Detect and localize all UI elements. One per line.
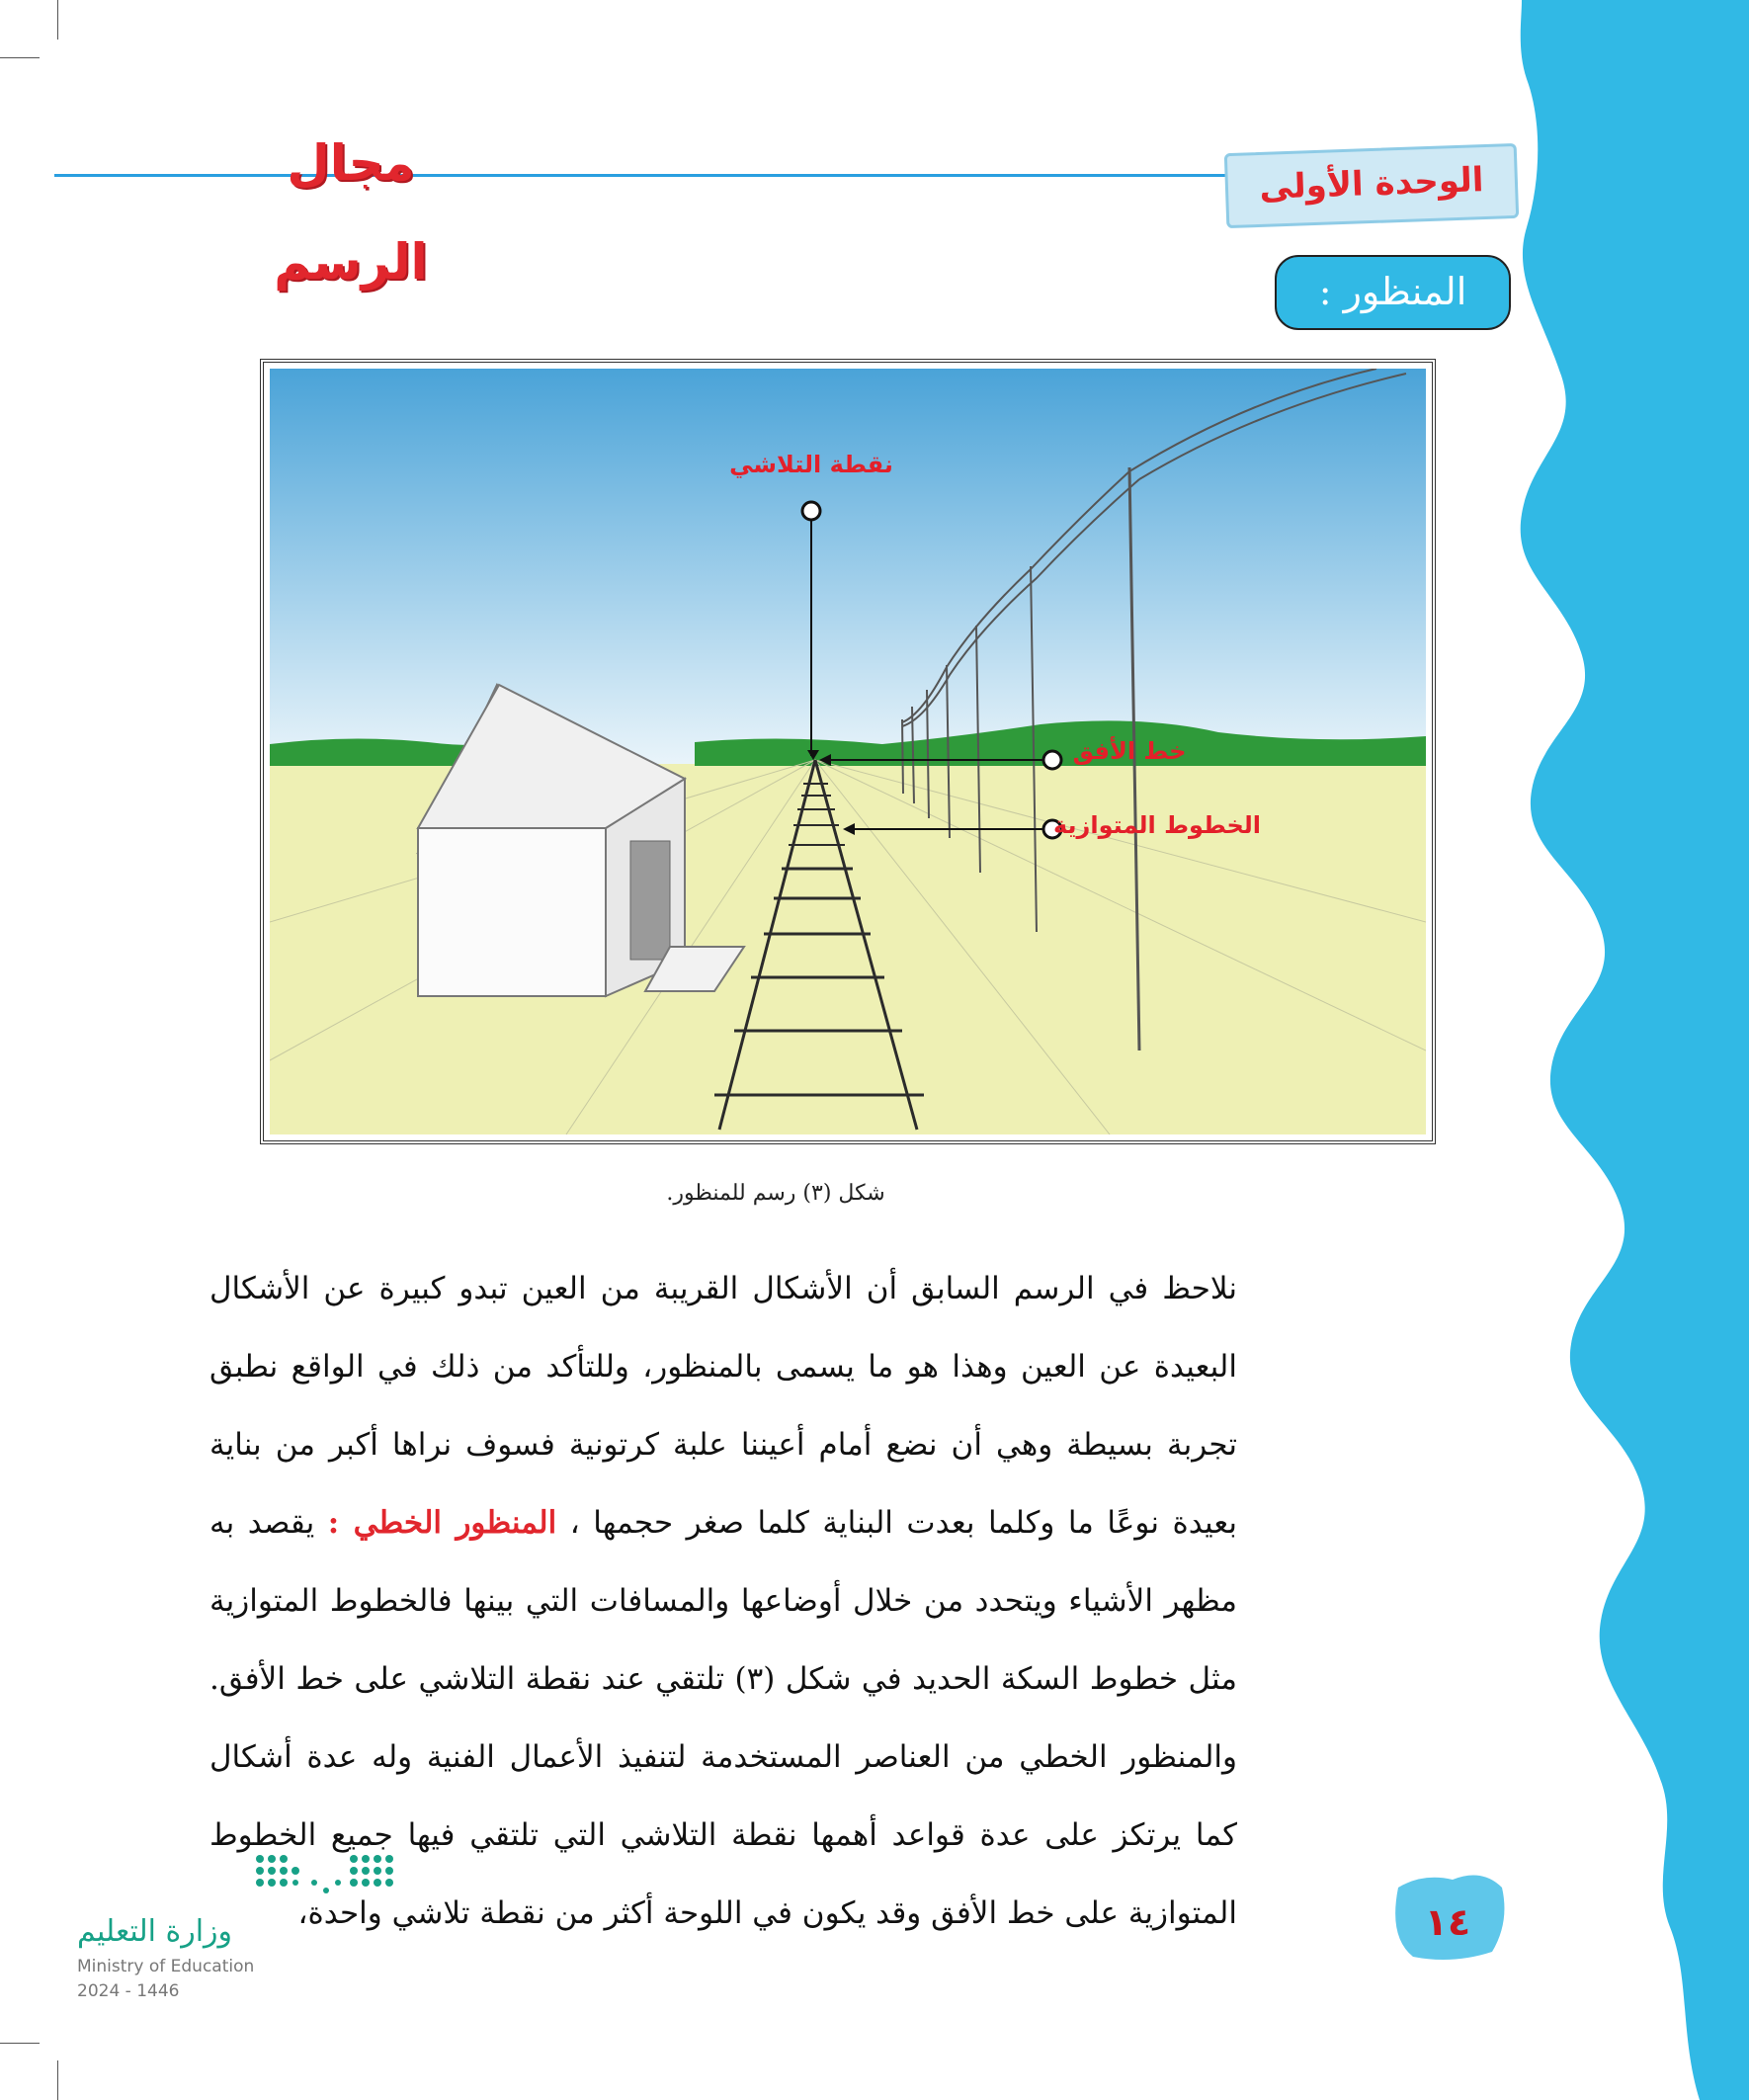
figure-caption: شكل (٣) رسم للمنظور.	[666, 1181, 885, 1206]
page-number: ١٤	[1424, 1900, 1471, 1944]
ministry-name-en: Ministry of Education	[77, 1957, 255, 1976]
horizon-marker	[1043, 751, 1061, 769]
perspective-drawing	[270, 369, 1426, 1134]
term-linear-perspective: المنظور الخطي :	[327, 1505, 557, 1541]
edition-year: 2024 - 1446	[77, 1981, 180, 2001]
sky	[270, 369, 1426, 764]
perspective-figure	[260, 359, 1436, 1144]
unit-banner	[1224, 143, 1519, 228]
horizon-line-label: خط الأفق	[1072, 737, 1187, 765]
body-paragraph	[209, 1250, 1237, 1953]
ministry-dots-icon	[176, 1853, 423, 1897]
paragraph-text-1: نلاحظ في الرسم السابق أن الأشكال القريبة من العين تبدو كبيرة عن الأشكال البعيدة عن العين وهذا هو ما يسمى بالمنظور، وللتأكد من ذلك في الواقع نطبق تجربة بسيطة وهي أن نضع أمام أعيننا علبة كرتونية فسوف نراها أكبر من بناية بعيدة نوعًا ما وكلما بعدت البناية كلما صغر حجمها ،	[209, 1271, 1237, 1541]
crop-mark	[57, 0, 58, 40]
crop-mark	[0, 57, 40, 58]
crop-mark	[1692, 0, 1693, 40]
parallel-lines-label: الخطوط المتوازية	[1052, 811, 1262, 839]
field-title: مجال الرسم	[274, 134, 428, 291]
unit-title: الوحدة الأولى	[1258, 160, 1485, 208]
ministry-name-ar: وزارة التعليم	[77, 1914, 233, 1949]
section-title: المنظور :	[1275, 255, 1511, 330]
crop-mark	[0, 2043, 40, 2044]
header-rule	[54, 174, 1235, 177]
paragraph-text-2: يقصد به مظهر الأشياء ويتحدد من خلال أوضاعها والمسافات التي بينها فالخطوط المتوازية مثل خطوط السكة الحديد في شكل (٣) تلتقي عند نقطة التلاشي على خط الأفق. والمنظور الخطي من العناصر المستخدمة لتنفيذ الأعمال الفنية وله عدة أشكال كما يرتكز على عدة قواعد أهمها نقطة التلاشي التي تلتقي فيها جميع الخطوط المتوازية على خط الأفق وقد يكون في اللوحة أكثر من نقطة تلاشي واحدة،	[209, 1505, 1237, 1931]
vanishing-marker	[802, 502, 820, 520]
vanishing-point-label: نقطة التلاشي	[729, 451, 893, 478]
crop-mark	[57, 2060, 58, 2100]
ministry-logo	[77, 1853, 364, 2011]
